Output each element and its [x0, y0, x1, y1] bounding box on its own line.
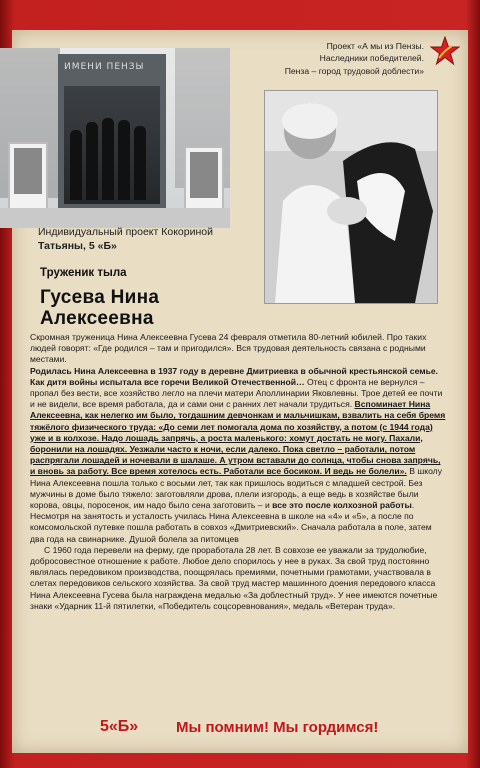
author-caption — [38, 226, 213, 253]
paragraph-2-bold-intro: Родилась Нина Алексеевна в 1937 году в деревне Дмитриевка в обычной крестьянской семье. Как дитя войны испытала все горечи Великой Отечественной… — [30, 365, 439, 387]
article-body — [30, 332, 448, 612]
memorial-slab — [58, 54, 166, 224]
author-line-2: Татьяны, 5 «Б» — [38, 239, 117, 252]
soldiers-relief — [64, 86, 160, 204]
class-label: 5«Б» — [100, 718, 139, 735]
paragraph-2-text-3: . Несмотря на занятость и усталость училась Нина Алексеевна в школе на «4» и «5», а после по комсомольской путевке пошла работать в совхоз «Дмитриевский». Сначала работала в поле, затем два года на свинарнике. Душой болела за питомцев — [30, 500, 432, 544]
memorial-inscription: ИМЕНИ ПЕНЗЫ — [64, 62, 145, 72]
author-line-1: Индивидуальный проект Кокориной — [38, 226, 213, 238]
project-line-2: Наследники победителей. — [319, 53, 424, 64]
name-line-1: Гусева Нина — [40, 287, 160, 308]
paragraph-2 — [30, 366, 448, 545]
star-icon — [430, 36, 460, 66]
name-line-2: Алексеевна — [40, 308, 154, 329]
motto: Мы помним! Мы гордимся! — [176, 719, 379, 736]
paragraph-2-quote: Вспоминает Нина Алексеевна, как нелегко им было, тогдашним девчонкам и мальчишкам, взвалить на себя бремя тяжёлого физического труда: «До семи лет помогала дома по хозяйству, а потом (с 1944 года) уже и в колхозе. Надо лошадь запрячь, а роста маленького: хомут достать не могу. Пахали, боронили на лошадях. Уезжали часто к ночи, если далеко. Пока светло – работали, потом распрягали лошадей и ночевали в шалаше. А утром вставали до солнца, чтобы снова запрячь, и вновь за работу. Все время хотелось есть. Работали все босиком. И ведь не болели». — [30, 399, 446, 477]
worker-photo — [264, 90, 438, 304]
paragraph-1: Скромная труженица Нина Алексеевна Гусева 24 февраля отметила 80-летний юбилей. Про таких людей говорят: «Где родился – там и пригодился». Вся трудовая деятельность связана с родными местами. — [30, 332, 427, 365]
paragraph-3: С 1960 года перевели на ферму, где проработала 28 лет. В совхозе ее уважали за трудолюбие, добросовестное отношение к работе. Любое дело спорилось у нее в руках. За свой труд постоянно являлась передовиком производства, поощрялась премиями, почетными грамотами, участвовала в слетах передовиков сельского хозяйства. За свой труд мастер машинного доения передового класса Нина Алексеевна Гусева была награждена медалью «За доблестный труд». У нее имеются почетные знаки «Ударник 11-й пятилетки, «Победитель соцсоревнования», медаль «Ветеран труда». — [30, 544, 438, 611]
paragraph-2-text: Отец с фронта не вернулся – пропал без вести, все хозяйство легло на плечи матери Аполлинарии Яковлевны. Трое детей ее почти и не видели, все время работала, да и сами они с ранних лет начали трудиться. — [30, 376, 443, 410]
paragraph-2-text-2: В школу Нина Алексеевна пошла только с восьми лет, так как пришлось водиться с младшей сестрой. Без мужчины в доме было тяжело: заготовляли дрова, плели изгородь, а еще ведь в хозяйстве были корова, овцы, поросенок, им надо было сена заготовить – и — [30, 466, 442, 511]
project-line-1: Проект «А мы из Пензы. — [326, 41, 424, 51]
memorial-photo — [0, 48, 230, 228]
project-line-3: Пенза – город трудовой доблести» — [284, 65, 424, 76]
paragraph-2-bold-2: все это после колхозной работы — [272, 500, 412, 511]
rubric-heading: Труженик тыла — [40, 267, 127, 279]
memorial-stand-left — [8, 142, 48, 214]
project-title — [285, 40, 424, 77]
person-name — [40, 287, 159, 329]
